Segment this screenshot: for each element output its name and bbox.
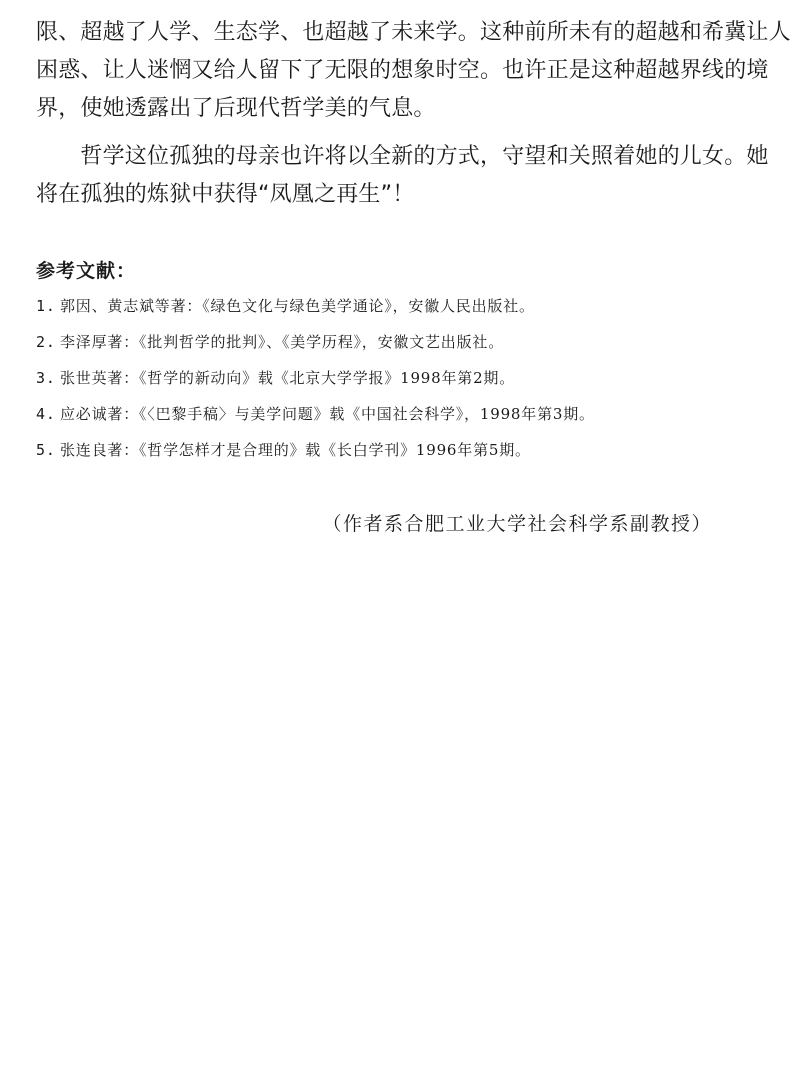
reference-text: 郭因、黄志斌等著：《绿色文化与绿色美学通论》，安徽人民出版社。 [60,297,535,315]
body-line-2: 困惑、让人迷惘又给人留下了无限的想象时空。也许正是这种超越界线的境 [36,58,769,83]
reference-number: 2. [36,333,56,351]
reference-text: 张连良著：《哲学怎样才是合理的》载《长白学刊》1996年第5期。 [60,441,531,459]
reference-item [36,294,595,330]
reference-item [36,366,595,402]
reference-number: 1. [36,297,56,315]
reference-item [36,402,595,438]
reference-text: 应必诚著：《〈巴黎手稿〉与美学问题》载《中国社会科学》，1998年第3期。 [60,405,595,423]
body-line-4: 哲学这位孤独的母亲也许将以全新的方式，守望和关照着她的儿女。她 [36,144,769,169]
body-line-5: 将在孤独的炼狱中获得“凤凰之再生”！ [36,182,415,207]
references-heading: 参考文献： [36,260,137,282]
reference-text: 张世英著：《哲学的新动向》载《北京大学学报》1998年第2期。 [60,369,516,387]
reference-text: 李泽厚著：《批判哲学的批判》、《美学历程》，安徽文艺出版社。 [60,333,505,351]
reference-item [36,438,595,474]
author-affiliation-note: （作者系合肥工业大学社会科学系副教授） [322,513,712,535]
reference-number: 4. [36,405,56,423]
reference-list [36,294,595,474]
body-line-3: 界，使她透露出了后现代哲学美的气息。 [36,96,436,121]
reference-number: 5. [36,441,56,459]
reference-item [36,330,595,366]
reference-number: 3. [36,369,56,387]
body-line-1: 限、超越了人学、生态学、也超越了未来学。这种前所未有的超越和希冀让人 [36,20,791,45]
